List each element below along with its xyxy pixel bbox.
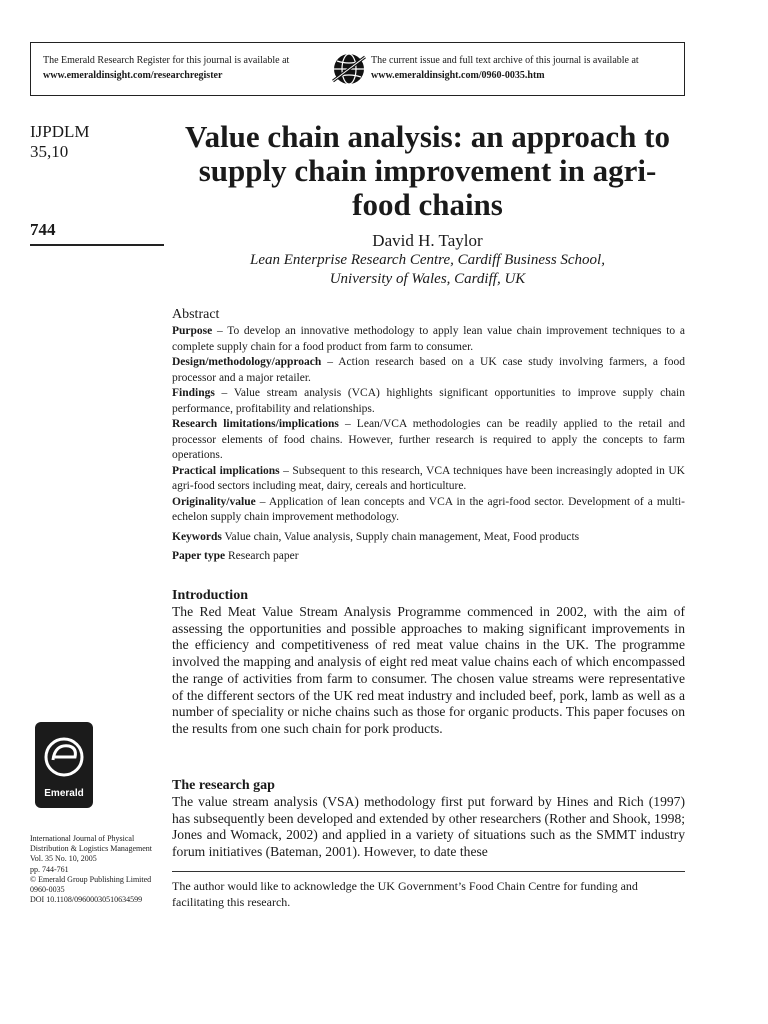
research-gap-body: The value stream analysis (VSA) methodology first put forward by Hines and Rich (1997) has subsequently been developed and extended by other researchers (Rother and Shook, 1998; Jones and Womack, 2002) and applied in a variety of situations such as the SMMT industry forum initiatives (Bateman, 2001). However, to date these [172, 794, 686, 860]
abstract-label: Originality/value [172, 495, 256, 508]
abstract-practical [172, 464, 685, 495]
affiliation-line-1: Lean Enterprise Research Centre, Cardiff Business School, [250, 252, 605, 268]
pubinfo-line: Vol. 35 No. 10, 2005 [30, 854, 97, 864]
pubinfo-line: pp. 744-761 [30, 864, 69, 874]
page-number: 744 [30, 220, 56, 239]
abstract-findings [172, 386, 685, 417]
research-gap-heading: The research gap [172, 778, 275, 793]
abstract-purpose [172, 324, 685, 355]
register-link[interactable]: www.emeraldinsight.com/researchregister [43, 70, 223, 81]
page-number-rule [30, 244, 164, 246]
abstract-text: – Lean/VCA methodologies can be readily applied to the retail and processor elements of food chains. However, further research is required to apply the concepts to farm operations. [172, 418, 685, 461]
introduction-section [172, 587, 685, 738]
acknowledgement-footnote: The author would like to acknowledge the UK Government’s Food Chain Centre for funding and facilitating this research. [172, 879, 638, 909]
article-title: Value chain analysis: an approach to supply chain improvement in agri-food chains [185, 119, 670, 222]
footnote-rule [172, 871, 685, 872]
journal-code [30, 122, 90, 162]
paper-type-label: Paper type [172, 550, 226, 562]
research-gap-section [172, 777, 685, 861]
abstract [172, 306, 685, 565]
emerald-logo-icon [43, 730, 85, 784]
pubinfo-line: International Journal of Physical [30, 834, 135, 843]
journal-banner [30, 42, 685, 96]
pubinfo-line: DOI 10.1108/09600030510634599 [30, 895, 143, 905]
pubinfo-line: © Emerald Group Publishing Limited [30, 874, 152, 884]
abstract-text: – Subsequent to this research, VCA techniques have been increasingly adopted in UK agri-food sectors including meat, dairy, cereals and horticulture. [172, 464, 685, 492]
abstract-text: – Action research based on a UK case study involving farmers, a food processor and a major retailer. [172, 356, 685, 384]
paper-type-text: Research paper [225, 550, 299, 562]
abstract-text: – To develop an innovative methodology to apply lean value chain improvement techniques to a complete supply chain for a food product from farm to consumer. [172, 325, 685, 353]
introduction-body: The Red Meat Value Stream Analysis Programme commenced in 2002, with the aim of assessing the opportunities and possible approaches to making significant improvements in the efficiency and competitiveness of red meat value chains in the UK. The programme involved the mapping and analysis of eight red meat value chains each of which encompassed the range of activities from farm to consumer. The chosen value streams were representative of the different sectors of the UK red meat industry and included beef, pork, lamb as well as a number of speciality or niche chains such as those for organic products. This paper focuses on the results from one such chain for pork products. [172, 604, 685, 736]
abstract-label: Practical implications [172, 464, 280, 477]
volume-issue: 35,10 [30, 142, 69, 161]
pubinfo-line: Distribution & Logistics Management [30, 844, 152, 854]
publication-info [30, 834, 170, 905]
register-text: The Emerald Research Register for this journal is available at [43, 55, 290, 66]
abstract-label: Purpose [172, 325, 213, 337]
abstract-limitations [172, 417, 685, 464]
abstract-design [172, 355, 685, 386]
archive-link[interactable]: www.emeraldinsight.com/0960-0035.htm [371, 70, 545, 81]
abstract-originality [172, 495, 685, 526]
globe-icon [331, 51, 367, 87]
abstract-label: Design/methodology/approach [172, 356, 322, 368]
archive-info [371, 53, 691, 83]
introduction-heading: Introduction [172, 588, 248, 603]
pubinfo-line: 0960-0035 [30, 885, 65, 895]
abstract-label: Research limitations/implications [172, 418, 339, 430]
journal-abbrev: IJPDLM [30, 122, 90, 141]
emerald-logo [35, 722, 93, 808]
archive-text: The current issue and full text archive of this journal is available at [371, 55, 639, 66]
keywords-label: Keywords [172, 530, 222, 543]
register-info [43, 53, 343, 83]
article-author: David H. Taylor [372, 231, 483, 250]
abstract-label: Findings [172, 387, 215, 399]
abstract-heading: Abstract [172, 307, 220, 322]
abstract-text: – Value stream analysis (VCA) highlights significant opportunities to improve supply chain performance, profitability and relationships. [172, 387, 685, 415]
affiliation-line-2: University of Wales, Cardiff, UK [329, 271, 526, 287]
emerald-logo-text: Emerald [44, 788, 84, 799]
keywords [172, 530, 685, 546]
author-affiliation [170, 251, 685, 289]
abstract-text: – Application of lean concepts and VCA in the agri-food sector. Development of a multi-echelon supply chain improvement methodology. [172, 495, 685, 523]
keywords-text: Value chain, Value analysis, Supply chain management, Meat, Food products [221, 530, 580, 543]
paper-type [172, 549, 685, 565]
